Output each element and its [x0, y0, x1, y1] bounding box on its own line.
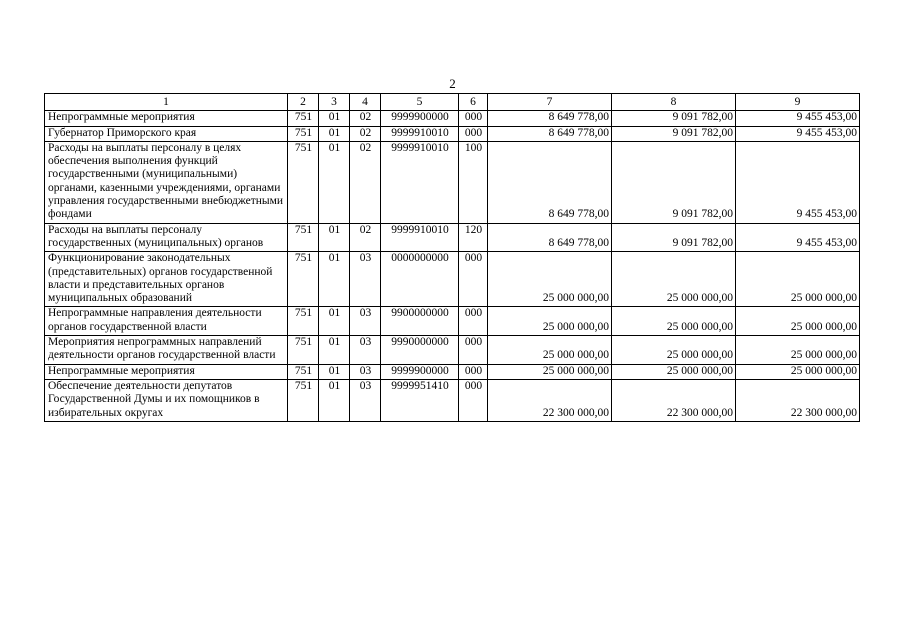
row-name-cell: Расходы на выплаты персоналу государственных (муниципальных) органов: [45, 223, 288, 252]
table-row: [45, 336, 860, 365]
row-amount-8-cell: 25 000 000,00: [612, 252, 736, 307]
row-name-cell: Губернатор Приморского края: [45, 126, 288, 141]
row-code-3-cell: 01: [319, 141, 350, 223]
row-amount-9-cell: 22 300 000,00: [736, 379, 860, 421]
row-amount-8-cell: 9 091 782,00: [612, 111, 736, 126]
row-code-4-cell: 02: [350, 126, 381, 141]
page-number: 2: [449, 76, 456, 91]
row-code-5-cell: 9999910010: [381, 141, 459, 223]
row-code-2-cell: 751: [288, 379, 319, 421]
row-code-2-cell: 751: [288, 252, 319, 307]
row-amount-7-cell: 8 649 778,00: [488, 126, 612, 141]
row-amount-7-cell: 8 649 778,00: [488, 111, 612, 126]
row-code-3-cell: 01: [319, 252, 350, 307]
row-amount-7-cell: 8 649 778,00: [488, 223, 612, 252]
row-code-2-cell: 751: [288, 111, 319, 126]
row-code-4-cell: 03: [350, 379, 381, 421]
row-code-5-cell: 9999910010: [381, 223, 459, 252]
row-code-4-cell: 03: [350, 336, 381, 365]
row-code-6-cell: 120: [459, 223, 488, 252]
row-code-2-cell: 751: [288, 141, 319, 223]
row-code-2-cell: 751: [288, 364, 319, 379]
header-cell-4: 4: [350, 94, 381, 111]
row-name-cell: Мероприятия непрограммных направлений деятельности органов государственной власти: [45, 336, 288, 365]
row-code-5-cell: 9990000000: [381, 336, 459, 365]
row-amount-8-cell: 9 091 782,00: [612, 223, 736, 252]
row-code-4-cell: 02: [350, 141, 381, 223]
row-amount-9-cell: 9 455 453,00: [736, 111, 860, 126]
row-code-2-cell: 751: [288, 307, 319, 336]
row-code-3-cell: 01: [319, 223, 350, 252]
row-amount-8-cell: 9 091 782,00: [612, 141, 736, 223]
row-amount-8-cell: 9 091 782,00: [612, 126, 736, 141]
header-cell-1: 1: [45, 94, 288, 111]
row-code-3-cell: 01: [319, 336, 350, 365]
row-name-cell: Непрограммные направления деятельности органов государственной власти: [45, 307, 288, 336]
row-amount-9-cell: 9 455 453,00: [736, 126, 860, 141]
row-code-5-cell: 0000000000: [381, 252, 459, 307]
table-row: [45, 379, 860, 421]
table-header-row: [45, 94, 860, 111]
table-row: [45, 141, 860, 223]
row-code-4-cell: 03: [350, 252, 381, 307]
row-code-6-cell: 000: [459, 111, 488, 126]
row-amount-7-cell: 25 000 000,00: [488, 307, 612, 336]
row-code-5-cell: 9999900000: [381, 364, 459, 379]
row-name-cell: Непрограммные мероприятия: [45, 111, 288, 126]
row-code-6-cell: 100: [459, 141, 488, 223]
row-amount-8-cell: 25 000 000,00: [612, 307, 736, 336]
row-code-3-cell: 01: [319, 111, 350, 126]
row-amount-9-cell: 9 455 453,00: [736, 141, 860, 223]
row-code-6-cell: 000: [459, 252, 488, 307]
table-row: [45, 126, 860, 141]
row-name-cell: Непрограммные мероприятия: [45, 364, 288, 379]
row-code-4-cell: 03: [350, 364, 381, 379]
table-row: [45, 307, 860, 336]
header-cell-3: 3: [319, 94, 350, 111]
header-cell-6: 6: [459, 94, 488, 111]
row-amount-9-cell: 9 455 453,00: [736, 223, 860, 252]
table-row: [45, 223, 860, 252]
header-cell-5: 5: [381, 94, 459, 111]
row-code-5-cell: 9900000000: [381, 307, 459, 336]
row-amount-9-cell: 25 000 000,00: [736, 364, 860, 379]
row-amount-7-cell: 25 000 000,00: [488, 364, 612, 379]
row-code-2-cell: 751: [288, 223, 319, 252]
row-code-6-cell: 000: [459, 126, 488, 141]
row-code-2-cell: 751: [288, 126, 319, 141]
budget-table: [44, 93, 860, 422]
row-amount-8-cell: 25 000 000,00: [612, 336, 736, 365]
row-amount-7-cell: 8 649 778,00: [488, 141, 612, 223]
table-row: [45, 364, 860, 379]
row-amount-9-cell: 25 000 000,00: [736, 307, 860, 336]
row-code-3-cell: 01: [319, 364, 350, 379]
row-code-3-cell: 01: [319, 126, 350, 141]
row-name-cell: Функционирование законодательных (представительных) органов государственной власти и представительных органов муниципальных образований: [45, 252, 288, 307]
table-row: [45, 111, 860, 126]
row-code-3-cell: 01: [319, 379, 350, 421]
row-code-4-cell: 02: [350, 111, 381, 126]
row-amount-7-cell: 25 000 000,00: [488, 252, 612, 307]
row-name-cell: Обеспечение деятельности депутатов Государственной Думы и их помощников в избирательных округах: [45, 379, 288, 421]
row-amount-9-cell: 25 000 000,00: [736, 336, 860, 365]
row-code-5-cell: 9999900000: [381, 111, 459, 126]
header-cell-9: 9: [736, 94, 860, 111]
header-cell-7: 7: [488, 94, 612, 111]
row-amount-7-cell: 25 000 000,00: [488, 336, 612, 365]
row-code-6-cell: 000: [459, 336, 488, 365]
row-code-5-cell: 9999910010: [381, 126, 459, 141]
row-amount-7-cell: 22 300 000,00: [488, 379, 612, 421]
header-cell-2: 2: [288, 94, 319, 111]
row-amount-8-cell: 25 000 000,00: [612, 364, 736, 379]
row-amount-9-cell: 25 000 000,00: [736, 252, 860, 307]
row-code-2-cell: 751: [288, 336, 319, 365]
row-code-4-cell: 03: [350, 307, 381, 336]
row-code-6-cell: 000: [459, 379, 488, 421]
row-code-3-cell: 01: [319, 307, 350, 336]
row-code-6-cell: 000: [459, 364, 488, 379]
row-name-cell: Расходы на выплаты персоналу в целях обеспечения выполнения функций государственными (муниципальными) органами, казенными учреждениями, органами управления государственными внебюджетными фондами: [45, 141, 288, 223]
header-cell-8: 8: [612, 94, 736, 111]
row-code-5-cell: 9999951410: [381, 379, 459, 421]
row-amount-8-cell: 22 300 000,00: [612, 379, 736, 421]
row-code-4-cell: 02: [350, 223, 381, 252]
table-row: [45, 252, 860, 307]
row-code-6-cell: 000: [459, 307, 488, 336]
